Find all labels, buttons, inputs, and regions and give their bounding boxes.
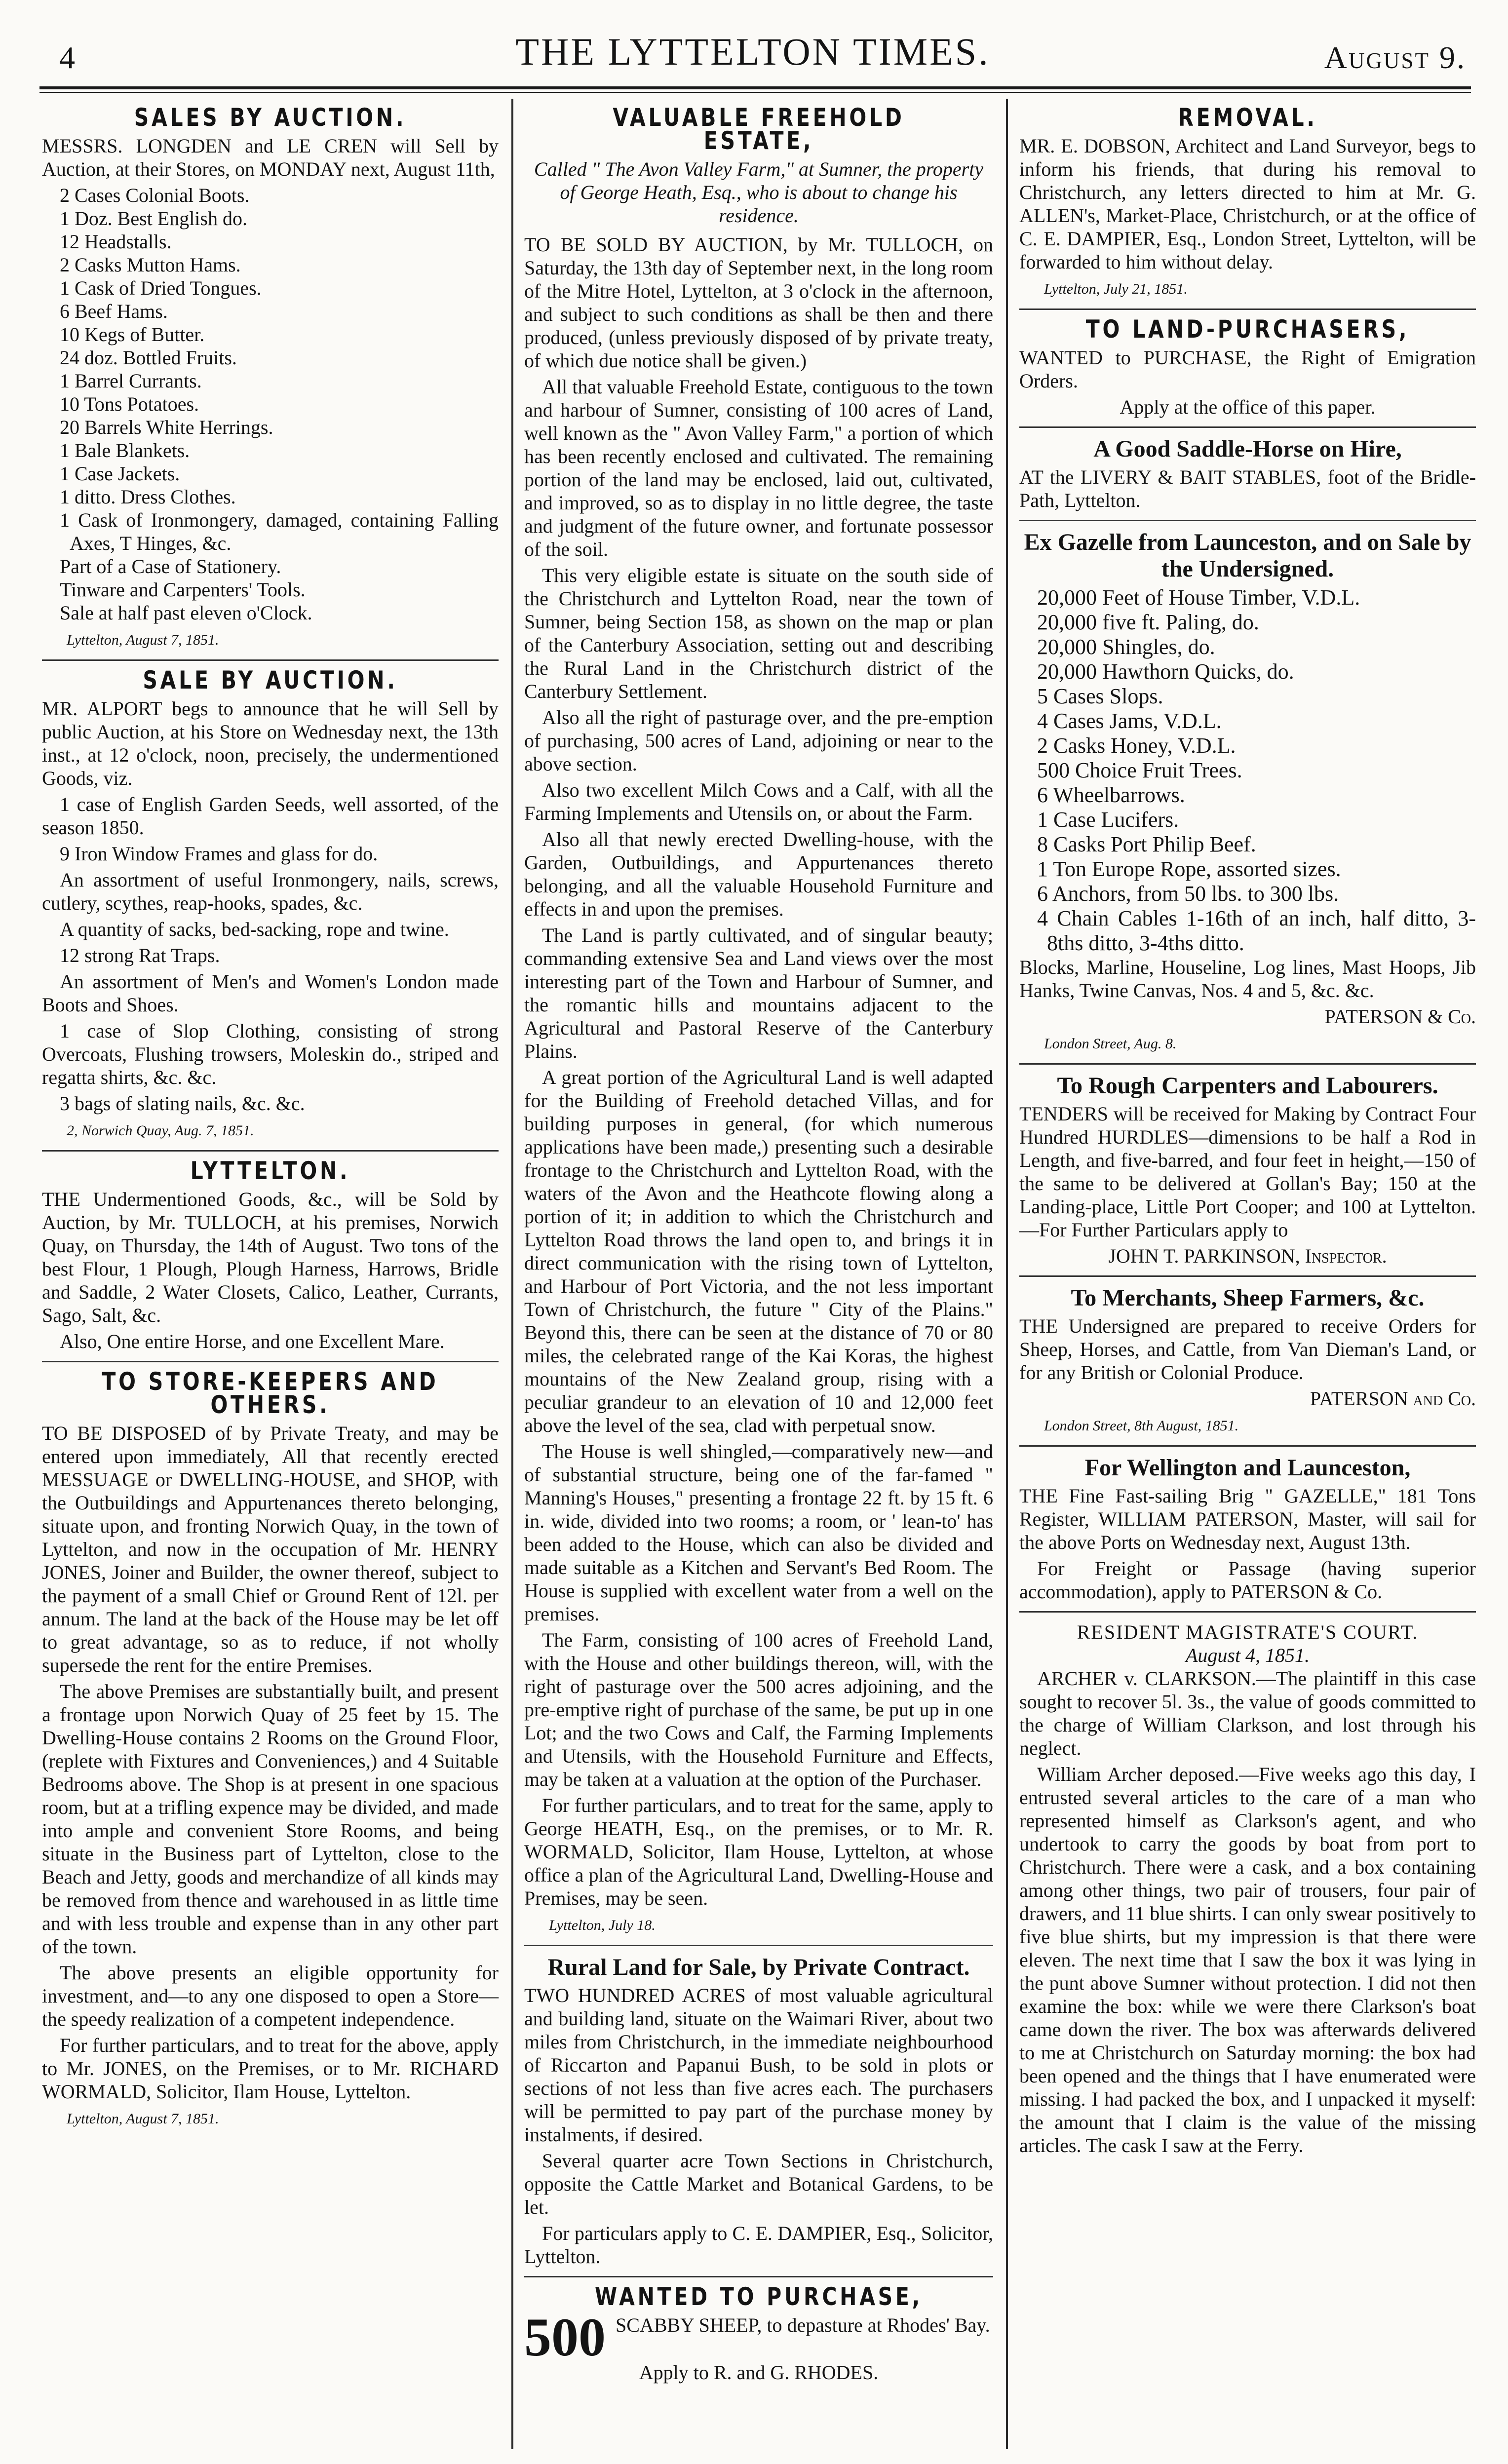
divider [1019,308,1476,310]
ad-heading: For Wellington and Launceston, [1084,1455,1411,1481]
ad-paragraph: TO BE SOLD BY AUCTION, by Mr. TULLOCH, on Saturday, the 13th day of September next, in the long room of the Mitre Hotel, Lyttelton, at 3 o'clock in the afternoon, and subject to such conditions as shall be then and there produced, (unless previously disposed of by private treaty, of which due notice shall be given.) [524,233,993,372]
list-item: 1 ditto. Dress Clothes. [60,486,236,508]
ad-heading: A Good Saddle-Horse on Hire, [1093,436,1402,462]
list-item: 20 Barrels White Herrings. [60,416,273,438]
ad-heading: SALE BY AUCTION. [143,666,398,694]
masthead-rule-thin [39,92,1471,93]
ad-body-2: For Freight or Passage (having superior accommodation), apply to PATERSON & Co. [1019,1557,1476,1603]
article-paragraph: ARCHER v. CLARKSON.—The plaintiff in this case sought to recover 5l. 3s., the value of goods committed to the charge of William Clarkson, and lost through his neglect. [1019,1667,1476,1759]
column-3 [1019,101,1476,2164]
list-item: 2 Casks Mutton Hams. [60,254,241,276]
list-item: 500 Choice Fruit Trees. [1037,758,1242,782]
list-item: 4 Chain Cables 1-16th of an inch, half ditto, 3-8ths ditto, 3-4ths ditto. [1037,906,1476,955]
ad-wanted-to-purchase [524,2282,993,2384]
list-item: 1 Barrel Currants. [60,370,202,392]
column-divider [1006,99,1008,2449]
list-item: 4 Cases Jams, V.D.L. [1037,709,1222,733]
ad-store-keepers [42,1367,499,2130]
list-item: 1 Ton Europe Rope, assorted sizes. [1037,857,1341,881]
ad-footer: Lyttelton, July 18. [549,1917,656,1933]
ad-paragraph: The Farm, consisting of 100 acres of Freehold Land, with the House and other buildings thereon, will, with the right of pasturage over the 500 acres adjoining, and the pre-emptive right of purchase of the same, be put up in one Lot; and the two Cows and Calf, the Farming Implements and Utensils, with the Household Furniture and Effects, may be taken at a valuation at the option of the Purchaser. [524,1629,993,1790]
ad-signature: PATERSON and Co. [1310,1387,1476,1410]
ad-paragraph: This very eligible estate is situate on the south side of the Christchurch and Lyttelton Road, near the town of Sumner, being Section 158, as shown on the map or plan of the Canterbury Association, setting out and describing the Rural Land in the Christchurch district of the Canterbury Settlement. [524,564,993,702]
ad-paragraph: The Land is partly cultivated, and of singular beauty; commanding extensive Sea and Land views over the most interesting part of the Town and Harbour of Sumner, and the romantic hills and mountains adjacent to the Agricultural and Pastoral Reserve of the Canterbury Plains. [524,924,993,1062]
ad-intro: MESSRS. LONGDEN and LE CREN will Sell by Auction, at their Stores, on MONDAY next, August 11th, [42,135,499,180]
ad-merchants [1019,1285,1476,1437]
ad-paragraph: The above Premises are substantially built, and present a frontage upon Norwich Quay of 25 feet by 15. The Dwelling-House contains 2 Rooms on the Ground Floor, (replete with Fixtures and Conveniences,) and 4 Suitable Bedrooms above. The Shop is at present in one spacious room, but at a trifling expence may be divided, and made into ample and convenient Store Rooms, and being situate in the Business part of Lyttelton, close to the Beach and Jetty, goods and merchandize of all kinds may be removed from thence and warehoused in as little time and with less trouble and expense than in any other part of the town. [42,1680,499,1958]
divider [42,1150,499,1152]
list-item: 1 Case Jackets. [60,462,180,485]
ad-heading: WANTED TO PURCHASE, [594,2282,923,2311]
ad-paragraph: Also all the right of pasturage over, and the pre-emption of purchasing, 500 acres of Land, adjoining or near to the above section. [524,706,993,775]
ad-paragraph: The above presents an eligible opportunity for investment, and—to any one disposed to open a Store—the speedy realization of a competent independence. [42,1962,499,2030]
list-item: 12 strong Rat Traps. [60,944,220,966]
ad-removal [1019,103,1476,301]
article-heading: RESIDENT MAGISTRATE'S COURT. [1077,1621,1419,1643]
list-item: 5 Cases Slops. [1037,684,1163,708]
newspaper-title: THE LYTTELTON TIMES. [515,30,990,73]
list-item: 10 Tons Potatoes. [60,393,199,415]
divider [42,1361,499,1362]
ad-freehold-estate [524,103,993,1937]
article-magistrates-court [1019,1620,1476,2157]
ad-body: SCABBY SHEEP, to depasture at Rhodes' Bay. [616,2314,990,2336]
ad-heading: REMOVAL. [1178,103,1317,132]
ad-footer: London Street, 8th August, 1851. [1044,1418,1239,1434]
ad-paragraph: Also all that newly erected Dwelling-house, with the Garden, Outbuildings, and Appurtenances thereto belonging, and all the valuable Household Furniture and effects in and upon the premises. [524,828,993,920]
list-item: 1 Case Lucifers. [1037,808,1179,832]
ad-footer: Lyttelton, August 7, 1851. [67,2111,219,2127]
ad-signature: PATERSON & Co. [1324,1005,1476,1028]
ad-rough-carpenters [1019,1073,1476,1268]
list-item: 1 case of English Garden Seeds, well assorted, of the season 1850. [42,793,499,839]
divider [524,2276,993,2277]
ad-heading: VALUABLE FREEHOLD ESTATE, [613,103,905,155]
ad-sales-by-auction [42,103,499,652]
list-item: A quantity of sacks, bed-sacking, rope and twine. [60,918,449,940]
ad-signature: JOHN T. PARKINSON, Inspector. [1108,1245,1387,1267]
ad-lyttelton [42,1156,499,1353]
ad-paragraph: All that valuable Freehold Estate, contiguous to the town and harbour of Sumner, consisting of 100 acres of Land, well known as the " Avon Valley Farm," a portion of which has been recently enclosed and cultivated. The remaining portion of the land may be enclosed, laid out, cultivated, and improved, so as to display in no little degree, the taste and judgment of the future owner, and fortunate possessor of the soil. [524,376,993,560]
divider [1019,1275,1476,1277]
ad-heading: To Merchants, Sheep Farmers, &c. [1071,1285,1425,1311]
list-item: 1 Bale Blankets. [60,439,190,462]
list-item: 1 case of Slop Clothing, consisting of strong Overcoats, Flushing trowsers, Moleskin do., striped and regatta shirts, &c. &c. [42,1020,499,1088]
ad-heading: Ex Gazelle from Launceston, and on Sale by the Undersigned. [1024,529,1471,582]
list-item: An assortment of Men's and Women's London made Boots and Shoes. [42,970,499,1016]
ad-intro: MR. ALPORT begs to announce that he will Sell by public Auction, at his Store on Wednesday next, the 13th inst., at 12 o'clock, noon, precisely, the undermentioned Goods, viz. [42,697,499,789]
list-item: Part of a Case of Stationery. [60,555,281,578]
list-item: 6 Anchors, from 50 lbs. to 300 lbs. [1037,882,1339,906]
list-item: 24 doz. Bottled Fruits. [60,346,237,369]
ad-apply: Apply to R. and G. RHODES. [639,2361,879,2384]
column-2 [524,101,993,2391]
list-item: 1 Cask of Ironmongery, damaged, containing Falling Axes, T Hinges, &c. [60,509,499,554]
list-item: 8 Casks Port Philip Beef. [1037,832,1256,856]
ad-body: WANTED to PURCHASE, the Right of Emigration Orders. [1019,346,1476,392]
ad-body: AT the LIVERY & BAIT STABLES, foot of the Bridle-Path, Lyttelton. [1019,466,1476,511]
ad-heading: Rural Land for Sale, by Private Contract. [547,1954,970,1980]
ad-paragraph: For further particulars, and to treat for the above, apply to Mr. JONES, on the Premises, or to Mr. RICHARD WORMALD, Solicitor, Ilam House, Lyttelton. [42,2034,499,2103]
list-item: 6 Beef Hams. [60,300,168,322]
ad-saddle-horse [1019,436,1476,512]
ad-sale-by-auction [42,666,499,1142]
list-item: 20,000 five ft. Paling, do. [1037,610,1259,634]
ad-paragraph: For further particulars, and to treat for the same, apply to George HEATH, Esq., on the premises, or to Mr. R. WORMALD, Solicitor, Ilam House, Lyttelton, at whose office a plan of the Agricultural Land, Dwelling-House and Premises, may be seen. [524,1794,993,1909]
column-1 [42,101,499,2137]
divider [1019,520,1476,521]
list-item: 9 Iron Window Frames and glass for do. [60,843,378,865]
ad-land-purchasers [1019,315,1476,419]
masthead-rule [39,86,1471,89]
ad-paragraph: A great portion of the Agricultural Land is well adapted for the Building of Freehold detached Villas, and for building purposes in general, (for which numerous applications have been made,) presenting such a desirable frontage to the Christchurch and Lyttelton Road, with the waters of the Avon and the Heathcote flowing along a portion of it; in addition to which the Christchurch and Lyttelton Road throws the land open to, and brings it in direct communication with the rising town of Lyttelton, and Harbour of Port Victoria, and the not less important Town of Christchurch, the future " City of the Plains." Beyond this, there can be seen at the distance of 70 or 80 miles, the celebrated range of the Kai Koras, the highest mountains of the New Zealand group, rising with a peculiar grandeur to an elevation of 10 and 12,000 feet above the level of the sea, clad with perpetual snow. [524,1066,993,1436]
ad-paragraph: TWO HUNDRED ACRES of most valuable agricultural and building land, situate on the Waimari River, about two miles from Christchurch, in the immediate neighbourhood of Riccarton and Papanui Bush, to be sold in plots or sections of not less than five acres each. The purchasers will be permitted to pay part of the purchase money by instalments, if desired. [524,1984,993,2146]
ad-body: THE Fine Fast-sailing Brig " GAZELLE," 181 Tons Register, WILLIAM PATERSON, Master, will sail for the above Ports on Wednesday next, August 13th. [1019,1485,1476,1553]
divider [1019,1611,1476,1613]
ad-footer: London Street, Aug. 8. [1044,1036,1177,1052]
list-item: 20,000 Shingles, do. [1037,635,1215,659]
ad-heading: To Rough Carpenters and Labourers. [1057,1073,1438,1099]
divider [42,659,499,661]
ad-paragraph: Also two excellent Milch Cows and a Calf, with all the Farming Implements and Utensils on, or about the Farm. [524,779,993,824]
ad-paragraph: Several quarter acre Town Sections in Christchurch, opposite the Cattle Market and Botanical Gardens, to be let. [524,2150,993,2218]
ad-rural-land [524,1954,993,2268]
article-paragraph: William Archer deposed.—Five weeks ago this day, I entrusted several articles to the care of a man who represented himself as Clarkson's agent, and who undertook to carry the goods by boat from port to Christchurch. There were a cask, and a box containing among other things, two pair of trousers, four pair of drawers, and 11 blue shirts. I can only swear positively to five blue shirts, but my impression is that there were eleven. The next time that I saw the box it was lying in the punt above Sumner without protection. I did not then examine the box: while we were there Clarkson's boat came down the river. The box was afterwards delivered to me at Christchurch on Saturday morning: the box had been opened and the things that I have enumerated were missing. I had packed the box, and I unpacked it myself: the amount that I claim is the value of the missing articles. The cask I saw at the Ferry. [1019,1763,1476,2156]
list-item: 20,000 Hawthorn Quicks, do. [1037,659,1294,684]
issue-date: August 9. [1324,40,1466,75]
divider [1019,426,1476,428]
divider [1019,1445,1476,1447]
divider [524,1945,993,1946]
ad-heading: TO LAND-PURCHASERS, [1085,315,1410,344]
ad-paragraph: TO BE DISPOSED of by Private Treaty, and may be entered upon immediately, All that recently erected MESSUAGE or DWELLING-HOUSE, and SHOP, with the Outbuildings and Appurtenances thereto belonging, situate upon, and fronting Norwich Quay, in the town of Lyttelton, and now in the occupation of Mr. HENRY JONES, Joiner and Builder, the owner thereof, subject to the payment of a small Chief or Ground Rent of 12l. per annum. The land at the back of the House may be let off to great advantage, so as to reduce, if not wholly supersede the rent for the entire Premises. [42,1422,499,1676]
list-item: 20,000 Feet of House Timber, V.D.L. [1037,585,1360,610]
ad-tail: Blocks, Marline, Houseline, Log lines, Mast Hoops, Jib Hanks, Twine Canvas, Nos. 4 and 5, &c. &c. [1019,956,1476,1001]
list-item: 3 bags of slating nails, &c. &c. [60,1092,305,1115]
list-item: 12 Headstalls. [60,231,172,253]
list-item: 6 Wheelbarrows. [1037,783,1185,807]
ad-footer: Lyttelton, August 7, 1851. [67,632,219,648]
list-item: 1 Cask of Dried Tongues. [60,277,262,299]
ad-body-2: Also, One entire Horse, and one Excellent Mare. [60,1330,445,1352]
ad-body-wrap [524,2313,993,2361]
ad-heading: LYTTELTON. [190,1156,350,1185]
ad-footer: Lyttelton, July 21, 1851. [1044,281,1188,297]
ad-paragraph: The House is well shingled,—comparatively new—and of substantial structure, being one of the far-famed " Manning's Houses," presenting a frontage 22 ft. by 15 ft. 6 in. wide, divided into two rooms; a room, or ' lean-to' has been added to the House, which can also be divided and made suitable as a Kitchen and Servant's Bed Room. The House is supplied with excellent water from a well on the premises. [524,1440,993,1625]
ad-wellington-launceston [1019,1455,1476,1603]
ad-paragraph: For particulars apply to C. E. DAMPIER, Esq., Solicitor, Lyttelton. [524,2222,993,2268]
article-date: August 4, 1851. [1185,1644,1310,1666]
divider [1019,1063,1476,1065]
ad-body: TENDERS will be received for Making by Contract Four Hundred HURDLES—dimensions to be half a Rod in Length, and five-barred, and four feet in height,—150 of the same to be delivered at Gollan's Bay; 150 at the Landing-place, Little Port Cooper; and 100 at Lyttelton.—For Further Particulars apply to [1019,1103,1476,1241]
ad-apply: Apply at the office of this paper. [1120,396,1376,418]
ad-body: MR. E. DOBSON, Architect and Land Surveyor, begs to inform his friends, that during his removal to Christchurch, any letters directed to him at Mr. G. ALLEN's, Market-Place, Christchurch, or at the office of C. E. DAMPIER, Esq., London Street, Lyttelton, will be forwarded to him without delay. [1019,135,1476,273]
ad-ex-gazelle [1019,529,1476,1055]
page-number: 4 [59,40,75,75]
list-item: 10 Kegs of Butter. [60,323,205,346]
ad-heading: TO STORE-KEEPERS AND OTHERS. [102,1367,439,1419]
ad-body: THE Undermentioned Goods, &c., will be Sold by Auction, by Mr. TULLOCH, at his premises, Norwich Quay, on Thursday, the 14th of August. Two tons of the best Flour, 1 Plough, Plough Harness, Harrows, Bridle and Saddle, 2 Water Closets, Calico, Leather, Currants, Sago, Salt, &c. [42,1188,499,1326]
sheep-count: 500 [524,2313,606,2361]
list-item: 2 Casks Honey, V.D.L. [1037,733,1236,758]
list-item: An assortment of useful Ironmongery, nails, screws, cutlery, scythes, reap-hooks, spades, &c. [42,869,499,914]
ad-sale-time: Sale at half past eleven o'Clock. [60,602,312,624]
list-item: Tinware and Carpenters' Tools. [60,578,306,601]
list-item: 2 Cases Colonial Boots. [60,184,250,206]
ad-footer: 2, Norwich Quay, Aug. 7, 1851. [67,1122,254,1139]
ad-body: THE Undersigned are prepared to receive Orders for Sheep, Horses, and Cattle, from Van Dieman's Land, or for any British or Colonial Produce. [1019,1315,1476,1384]
ad-subheading: Called " The Avon Valley Farm," at Sumner, the property of George Heath, Esq., who is about to change his residence. [534,158,984,227]
masthead [30,20,1476,79]
column-divider [511,99,513,2449]
list-item: 1 Doz. Best English do. [60,207,247,230]
ad-heading: SALES BY AUCTION. [134,103,407,132]
